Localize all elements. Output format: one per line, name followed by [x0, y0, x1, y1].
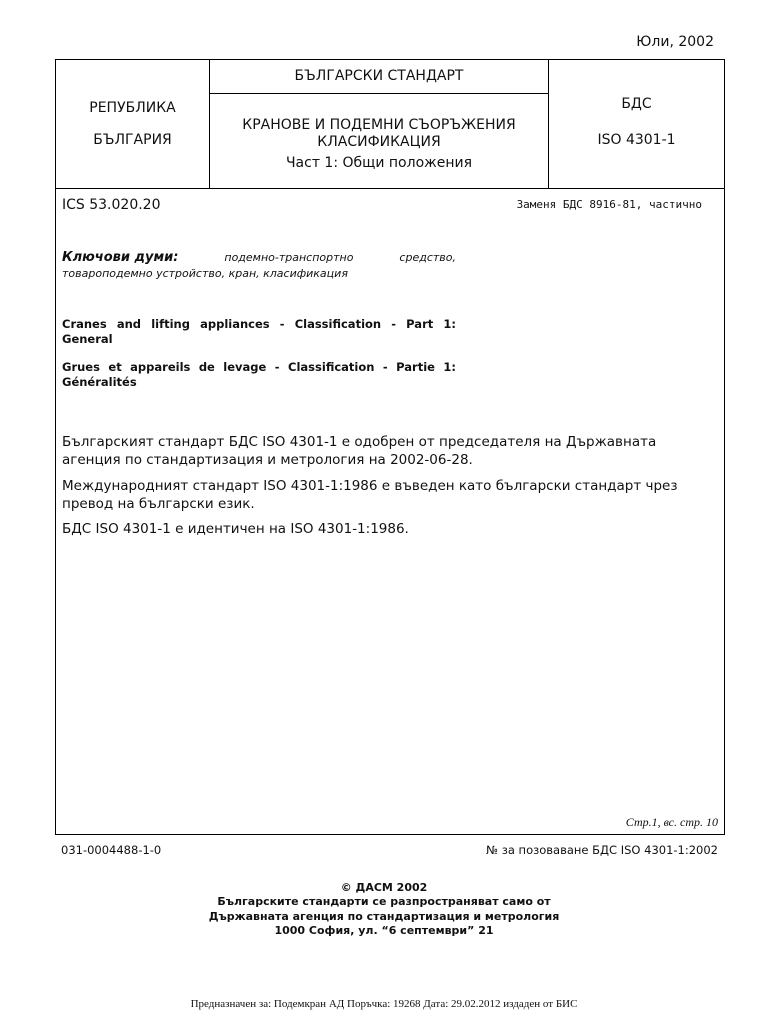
approval-line-1: Българският стандарт БДС ISO 4301-1 е одобрен от председателя на Държавната	[62, 434, 657, 450]
keywords-term-2: средство,	[399, 251, 456, 264]
approval-paragraph	[62, 433, 712, 469]
adoption-line-1: Международният стандарт ISO 4301-1:1986 е въведен като български стандарт чрез	[62, 478, 678, 494]
title-english	[62, 317, 456, 347]
approval-line-2: агенция по стандартизация и метрология на 2002-06-28.	[62, 452, 473, 469]
title-french	[62, 360, 456, 390]
standard-number: ISO 4301-1	[597, 132, 676, 148]
keywords-line-2: товароподемно устройство, кран, класификация	[62, 266, 348, 280]
country-line-2: БЪЛГАРИЯ	[93, 132, 172, 148]
adoption-paragraph	[62, 477, 712, 513]
title-french-line-2: Généralités	[62, 374, 137, 389]
part-title: Част 1: Общи положения	[285, 155, 473, 171]
ics-code: ICS 53.020.20	[62, 197, 161, 213]
title-english-line-2: General	[62, 331, 113, 346]
copyright-line-3: Държавната агенция по стандартизация и метрология	[208, 909, 560, 923]
document-code: 031-0004488-1-0	[61, 843, 162, 857]
copyright-line-2: Българските стандарти се разпространяват само от	[217, 895, 551, 909]
copyright-line-4: 1000 София, ул. “6 септември” 21	[274, 923, 494, 937]
reference-number: № за позоваване БДС ISO 4301-1:2002	[486, 843, 718, 857]
issued-for-footer: Предназначен за: Подемкран АД Поръчка: 19268 Дата: 29.02.2012 издаден от БИС	[190, 998, 578, 1010]
keywords-block	[62, 249, 456, 281]
subject-line-1: КРАНОВЕ И ПОДЕМНИ СЪОРЪЖЕНИЯ	[242, 117, 516, 133]
header-divider-right	[548, 60, 549, 188]
keywords-term-1: подемно-транспортно	[224, 251, 354, 264]
keywords-label: Ключови думи:	[62, 250, 179, 265]
adoption-line-2: превод на български език.	[62, 496, 255, 513]
issue-date: Юли, 2002	[636, 34, 714, 50]
keywords-line-1	[62, 249, 456, 267]
header-block	[56, 60, 724, 189]
standard-title: БЪЛГАРСКИ СТАНДАРТ	[294, 68, 464, 84]
standard-label: БДС	[621, 96, 652, 112]
copyright-line-1: © ДАСМ 2002	[340, 881, 428, 894]
title-french-line-1: Grues et appareils de levage - Classification - Partie 1:	[62, 360, 456, 374]
subject-line-2: КЛАСИФИКАЦИЯ	[317, 134, 441, 150]
copyright-block	[0, 881, 768, 938]
document-frame	[55, 59, 725, 835]
identity-paragraph: БДС ISO 4301-1 е идентичен на ISO 4301-1:1986.	[62, 521, 409, 537]
page-number: Стр.1, вс. стр. 10	[625, 815, 718, 829]
replaces-note: Заменя БДС 8916-81, частично	[516, 198, 702, 211]
title-english-line-1: Cranes and lifting appliances - Classification - Part 1:	[62, 317, 456, 331]
header-divider-title	[209, 93, 548, 94]
country-line-1: РЕПУБЛИКА	[89, 100, 176, 116]
